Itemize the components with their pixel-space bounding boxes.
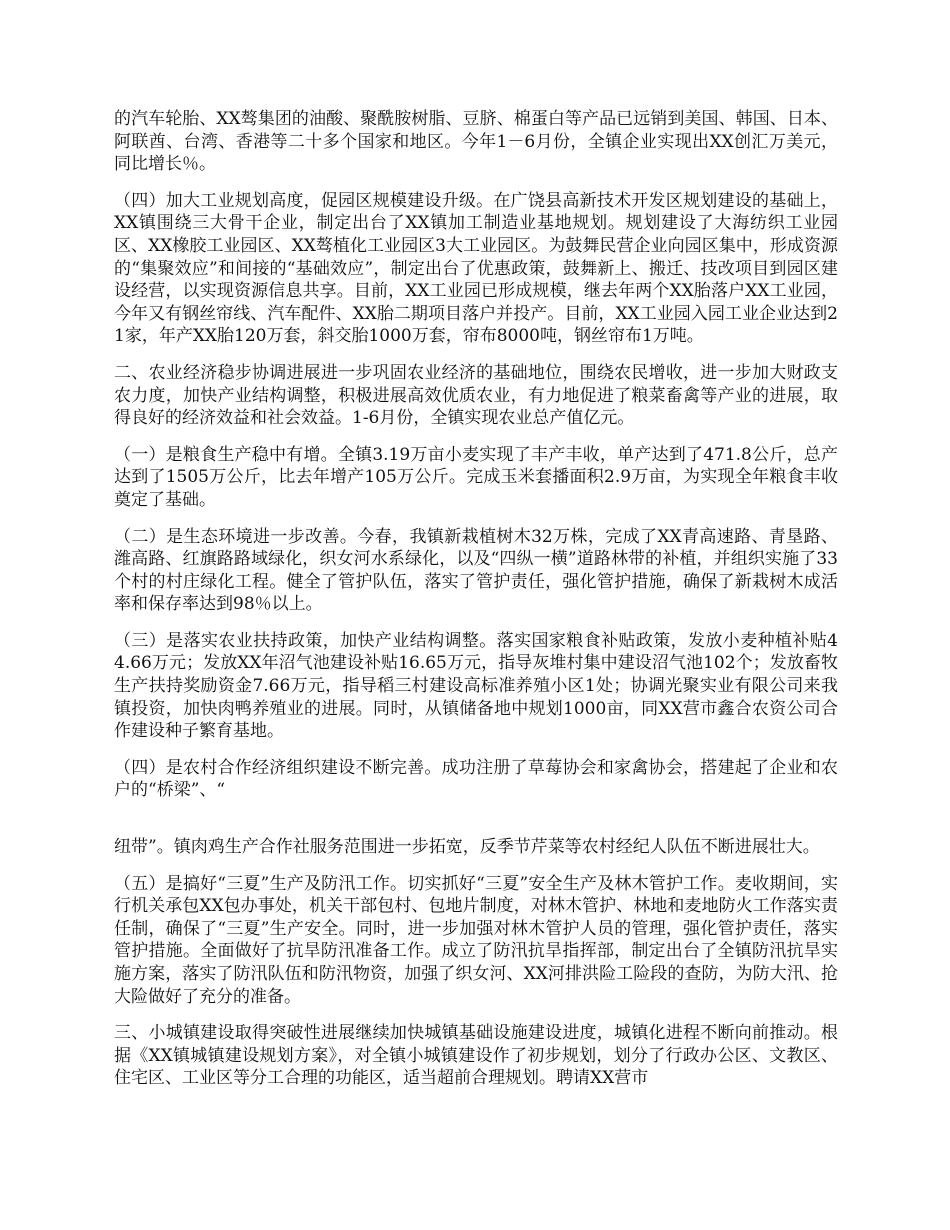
paragraph-summer-flood: （五）是搞好“三夏”生产及防汛工作。切实抓好“三夏”安全生产及林木管护工作。麦收期间，实行机关承包XX包办事处，机关干部包村、包地片制度，对林木管护、林地和麦地防火工作落实责任制，确保了“三夏”生产安全。同时，进一步加强对林木管护人员的管理，强化管护责任，落实管护措施。全面做好了抗旱防汛准备工作。成立了防汛抗旱指挥部，制定出台了全镇防汛抗旱实施方案，落实了防汛队伍和防汛物资，加强了织女河、XX河排洪险工险段的查防，为防大汛、抢大险做好了充分的准备。 (114, 873, 838, 1007)
paragraph-agriculture-overview: 二、农业经济稳步协调进展进一步巩固农业经济的基础地位，围绕农民增收，进一步加大财政支农力度，加快产业结构调整，积极进展高效优质农业，有力地促进了粮菜畜禽等产业的进展，取得良好的经济效益和社会效益。1-6月份，全镇实现农业总产值亿元。 (114, 362, 838, 429)
paragraph-cooperatives-continued: 纽带”。镇肉鸡生产合作社服务范围进一步拓宽，反季节芹菜等农村经纪人队伍不断进展壮大。 (114, 837, 820, 858)
paragraph-agri-policy: （三）是落实农业扶持政策，加快产业结构调整。落实国家粮食补贴政策，发放小麦种植补贴44.66万元；发放XX年沼气池建设补贴16.65万元，指导灰堆村集中建设沼气池102个；发放畜牧生产扶持奖励资金7.66万元，指导稻三村建设高标准养殖小区1处；协调光聚实业有限公司来我镇投资，加快肉鸭养殖业的进展。同时，从镇储备地中规划1000亩，同XX营市鑫合农资公司合作建设种子繁育基地。 (114, 630, 838, 742)
paragraph-industrial-park: （四）加大工业规划高度，促园区规模建设升级。在广饶县高新技术开发区规划建设的基础上，XX镇围绕三大骨干企业，制定出台了XX镇加工制造业基地规划。规划建设了大海纺织工业园区、XX橡胶工业园区、XX骜植化工业园区3大工业园区。为鼓舞民营企业向园区集中，形成资源的“集聚效应”和间接的“基础效应”，制定出台了优惠政策，鼓舞新上、搬迁、技改项目到园区建设经营，以实现资源信息共享。目前，XX工业园已形成规模，继去年两个XX胎落户XX工业园，今年又有钢丝帘线、汽车配件、XX胎二期项目落户并投产。目前，XX工业园入园工业企业达到21家，年产XX胎120万套，斜交胎1000万套，帘布8000吨，钢丝帘布1万吨。 (114, 190, 838, 347)
paragraph-town-construction: 三、小城镇建设取得突破性进展继续加快城镇基础设施建设进度，城镇化进程不断向前推动。根据《XX镇城镇建设规划方案》，对全镇小城镇建设作了初步规划，划分了行政办公区、文教区、住宅区、工业区等分工合理的功能区，适当超前合理规划。聘请XX营市 (114, 1023, 838, 1089)
paragraph-cooperatives: （四）是农村合作经济组织建设不断完善。成功注册了草莓协会和家禽协会，搭建起了企业和农户的“桥梁”、“ (114, 757, 838, 801)
paragraph-ecology: （二）是生态环境进一步改善。今春，我镇新栽植树木32万株，完成了XX青高速路、青垦路、潍高路、红旗路路域绿化，织女河水系绿化，以及“四纵一横”道路林带的补植，并组织实施了33个村的村庄绿化工程。健全了管护队伍，落实了管护责任，强化管护措施，确保了新栽树木成活率和保存率达到98％以上。 (114, 526, 838, 615)
document-body (114, 108, 838, 1104)
paragraph-grain-production: （一）是粮食生产稳中有增。全镇3.19万亩小麦实现了丰产丰收，单产达到了471.8公斤，总产达到了1505万公斤，比去年增产105万公斤。完成玉米套播面积2.9万亩，为实现全年粮食丰收奠定了基础。 (114, 444, 838, 510)
paragraph-export-sales: 的汽车轮胎、XX骜集团的油酸、聚酰胺树脂、豆脐、棉蛋白等产品已远销到美国、韩国、日本、阿联酋、台湾、香港等二十多个国家和地区。今年1－6月份，全镇企业实现出XX创汇万美元，同比增长％。 (114, 109, 838, 175)
